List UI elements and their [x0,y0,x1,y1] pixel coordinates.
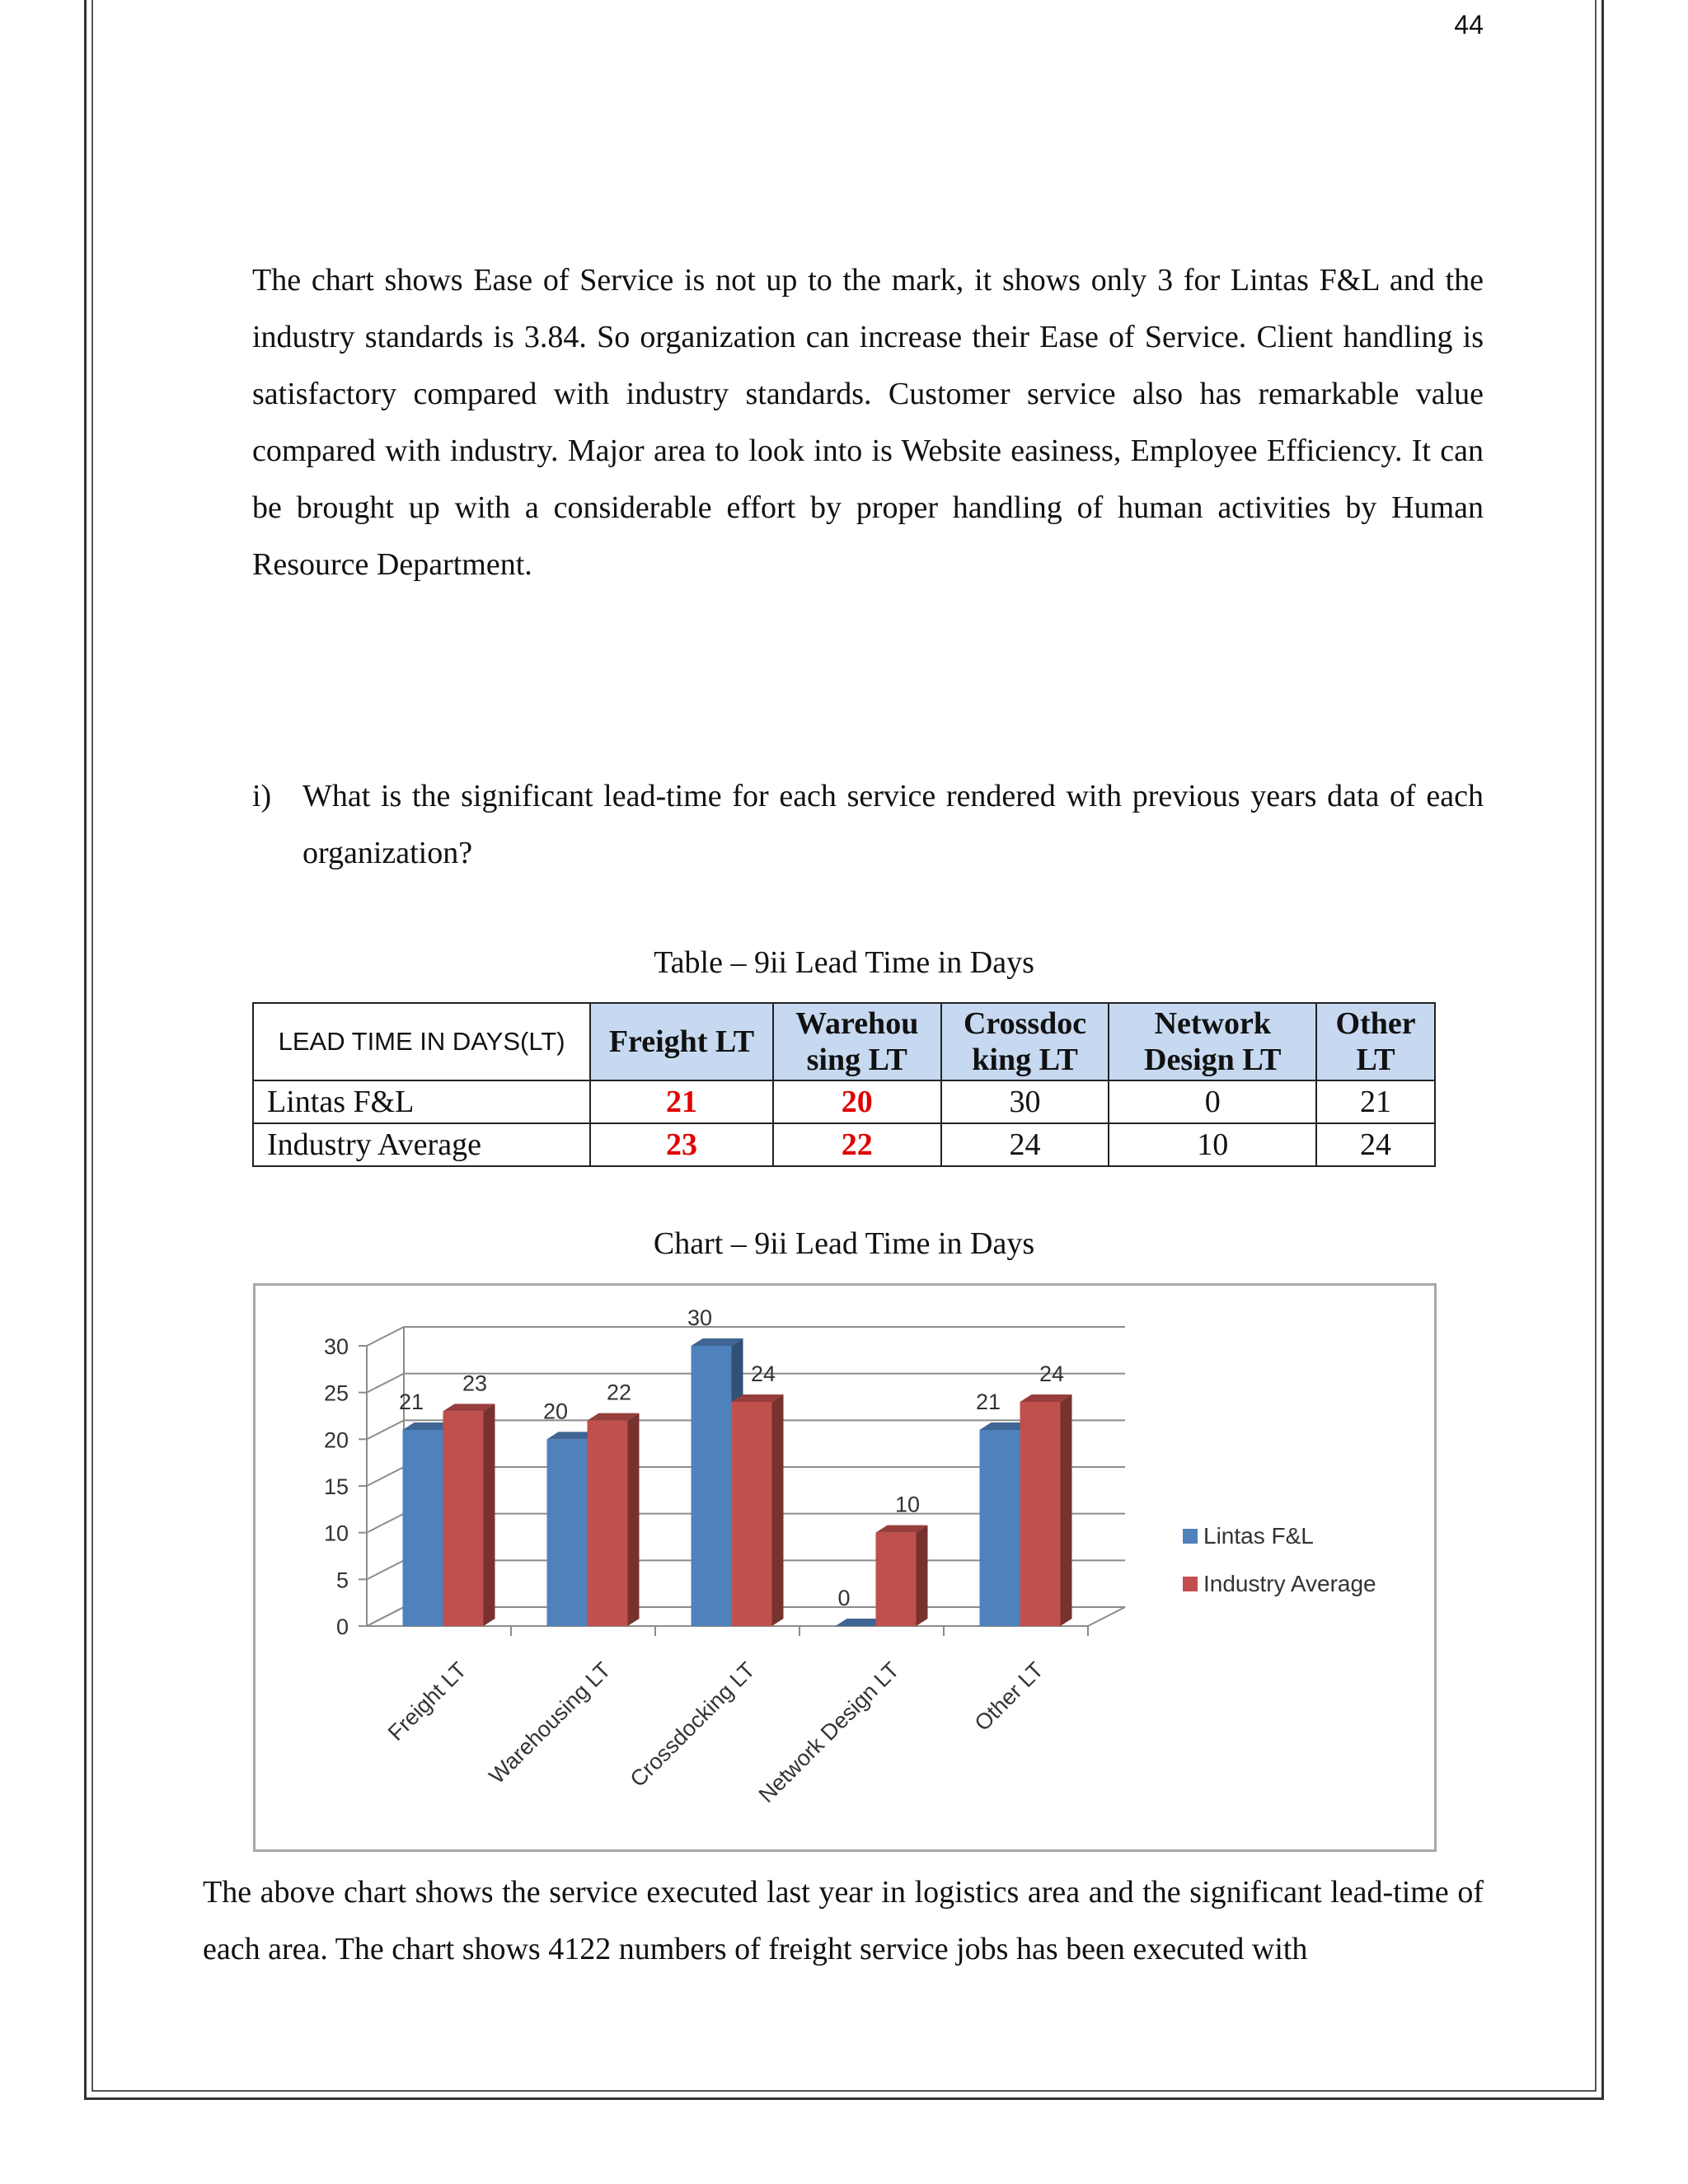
table-cell: 30 [941,1080,1109,1123]
y-tick-label: 0 [335,1615,349,1639]
data-label: 21 [398,1390,424,1414]
chart-caption: Chart – 9ii Lead Time in Days [653,1226,1035,1261]
legend-swatch [1183,1577,1198,1591]
table-caption: Table – 9ii Lead Time in Days [654,945,1034,980]
y-tick-label: 20 [323,1427,349,1453]
table-cell: 20 [773,1080,941,1123]
bar-side [628,1413,640,1626]
column-header-freight: Freight LT [590,1003,773,1080]
column-header-crossdocking: Crossdoc king LT [941,1003,1109,1080]
y-tick-label: 25 [323,1380,349,1406]
gridline-side [367,1560,404,1579]
data-label: 21 [975,1390,1001,1414]
question-number: i) [252,779,272,813]
bar [692,1346,732,1626]
column-header-network-design: Network Design LT [1109,1003,1316,1080]
gridline-side [367,1327,404,1346]
bar-side [484,1404,495,1626]
paragraph-chart-explanation: The above chart shows the service executed last year in logistics area and the significant lead-time of each area. The chart shows 4122 numbers of freight service jobs has been executed with [203,1875,1484,1966]
table-cell: 10 [1109,1123,1316,1166]
legend-swatch [1183,1529,1198,1544]
table-cell: 22 [773,1123,941,1166]
paragraph-ease-of-service: The chart shows Ease of Service is not up to the mark, it shows only 3 for Lintas F&L and the industry standards is 3.84. So organization can increase their Ease of Service. Client handling is satisfactory compared with industry standards. Customer service also has remarkable value compared with industry. Major area to look into is Website easiness, Employee Efficiency. It can be brought up with a considerable effort by proper handling of human activities by Human Resource Department. [252,263,1484,582]
y-tick-label: 30 [323,1334,349,1359]
question-text: What is the significant lead-time for each service rendered with previous years data of each organization? [302,779,1484,870]
data-label: 10 [894,1492,921,1517]
lead-time-table [252,1002,1436,1167]
column-header-other: Other LT [1316,1003,1435,1080]
bar-side [917,1526,928,1626]
bar [547,1439,588,1626]
bar [443,1411,484,1626]
row-label-lintas: Lintas F&L [253,1080,590,1123]
bar-side [772,1394,784,1626]
table-corner-label: LEAD TIME IN DAYS(LT) [253,1003,590,1080]
y-tick-label: 5 [335,1568,349,1593]
bar [588,1421,628,1626]
x-tick-label: Freight LT [382,1657,471,1746]
bar [1020,1402,1061,1626]
x-tick-label: Network Design LT [753,1657,904,1808]
table-cell: 21 [1316,1080,1435,1123]
table-header-row [253,1003,1435,1080]
y-tick-label: 10 [323,1521,349,1546]
table-cell: 0 [1109,1080,1316,1123]
table-row [253,1123,1435,1166]
table-cell: 24 [1316,1123,1435,1166]
table-cell: 23 [590,1123,773,1166]
legend-label: Industry Average [1203,1571,1376,1596]
gridline-side [367,1514,404,1533]
bar [403,1430,443,1626]
table-cell: 21 [590,1080,773,1123]
x-tick-label: Other LT [969,1657,1048,1736]
bar [980,1430,1020,1626]
table-cell: 24 [941,1123,1109,1166]
bar-side [1061,1394,1072,1626]
y-tick-label: 15 [323,1474,349,1499]
data-label: 20 [542,1399,569,1424]
column-header-warehousing: Warehou sing LT [773,1003,941,1080]
data-label: 23 [462,1371,488,1396]
bar [876,1533,917,1626]
data-label: 30 [687,1305,713,1330]
x-tick-label: Crossdocking LT [625,1657,760,1793]
gridline-side [367,1420,404,1439]
data-label: 24 [1039,1361,1065,1386]
page-number: 44 [1454,10,1484,40]
chart-canvas [256,1286,1434,1849]
bar [732,1402,772,1626]
row-label-industry: Industry Average [253,1123,590,1166]
lead-time-chart [253,1283,1437,1852]
gridline-side [367,1467,404,1486]
table-row [253,1080,1435,1123]
legend-label: Lintas F&L [1203,1523,1314,1549]
data-label: 22 [606,1380,632,1405]
data-label: 24 [750,1361,776,1386]
data-label: 0 [837,1586,851,1610]
x-tick-label: Warehousing LT [484,1657,616,1789]
